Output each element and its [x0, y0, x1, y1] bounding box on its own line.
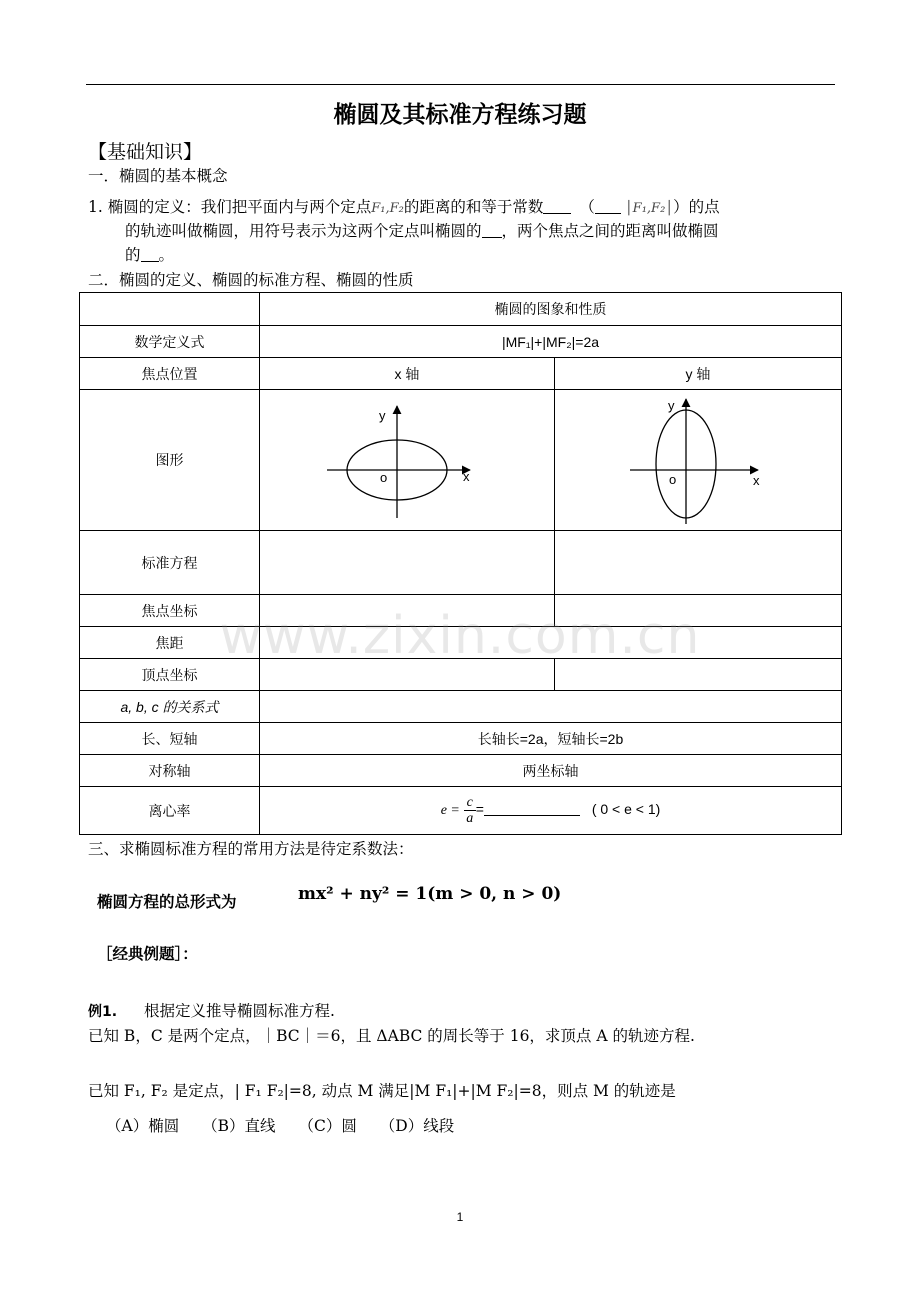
- ecc-e: e =: [440, 803, 460, 819]
- eccentricity-blank[interactable]: [484, 800, 580, 816]
- y-axis-label: y: [668, 398, 675, 413]
- definition-line1: [88, 196, 720, 220]
- option-b[interactable]: （B）直线: [202, 1117, 276, 1135]
- table-row: [80, 326, 842, 358]
- example2-problem: 已知 F₁, F₂ 是定点，| F₁ F₂|=8, 动点 M 满足|M F₁|+|M F₂|=8，则点 M 的轨迹是: [88, 1082, 676, 1100]
- row-label-figure: 图形: [80, 390, 260, 531]
- std-eq-y-cell[interactable]: [555, 531, 842, 595]
- origin-label: o: [380, 470, 388, 485]
- x-axis-label: x: [753, 473, 760, 488]
- y-axis-label: y: [379, 408, 386, 423]
- page-number: 1: [456, 1210, 464, 1224]
- section-basic-heading: 【基础知识】: [88, 141, 203, 163]
- ecc-range: ( 0 < e < 1): [591, 801, 661, 818]
- table-row: [80, 390, 842, 531]
- examples-heading: ［经典例题］：: [97, 945, 198, 963]
- eccentricity-formula: [260, 787, 842, 835]
- table-row: [80, 627, 842, 659]
- vertex-x-cell[interactable]: [260, 659, 555, 691]
- row-label-axes: 长、短轴: [80, 723, 260, 755]
- ecc-numerator: c: [466, 795, 473, 810]
- axes-length-value: 长轴长=2a，短轴长=2b: [260, 723, 842, 755]
- table-row: [80, 595, 842, 627]
- abc-relation-cell[interactable]: [260, 691, 842, 723]
- row-label-eccentricity: 离心率: [80, 787, 260, 835]
- definition-line3-text: 的: [125, 246, 141, 264]
- definition-line2: [125, 220, 719, 243]
- ecc-equals: =: [475, 801, 484, 818]
- example1-label: 例1.: [88, 1004, 118, 1020]
- definition-formula: |MF₁|+|MF₂|=2a: [260, 326, 842, 358]
- foci-blank[interactable]: [482, 222, 502, 238]
- table-row: [80, 531, 842, 595]
- example1-text: 根据定义推导椭圆标准方程.: [144, 1002, 335, 1020]
- std-eq-x-cell[interactable]: [260, 531, 555, 595]
- horizontal-ellipse-diagram: [327, 400, 487, 520]
- table-row: [80, 723, 842, 755]
- table-row: [80, 659, 842, 691]
- vertical-ellipse-diagram: [628, 394, 768, 526]
- constant-blank-2[interactable]: [595, 198, 621, 214]
- option-a[interactable]: （A）椭圆: [106, 1117, 180, 1135]
- table-row: [80, 787, 842, 835]
- figure-horizontal-cell: [260, 390, 555, 531]
- example1-problem: 已知 B，C 是两个定点，｜BC｜＝6，且 ΔABC 的周长等于 16，求顶点 A 的轨迹方程.: [88, 1027, 695, 1045]
- part3-heading: 三、求椭圆标准方程的常用方法是待定系数法：: [88, 840, 414, 858]
- x-axis-label: x: [463, 469, 470, 484]
- row-label-definition: 数学定义式: [80, 326, 260, 358]
- definition-line2-end: ，两个焦点之间的距离叫做椭圆: [501, 222, 719, 240]
- row-label-focal-distance: 焦距: [80, 627, 260, 659]
- watermark: www.zixin.com.cn: [219, 606, 701, 666]
- focus-x-axis: x 轴: [260, 358, 555, 390]
- definition-points: F₁,F₂: [371, 201, 404, 216]
- table-row: [80, 691, 842, 723]
- table-row: [80, 358, 842, 390]
- general-form-formula: mx² + ny² = 1(m > 0, n > 0): [298, 884, 562, 904]
- ellipse-properties-table: [79, 292, 842, 835]
- row-label-focus-coordinates: 焦点坐标: [80, 595, 260, 627]
- row-label-symmetry: 对称轴: [80, 755, 260, 787]
- symmetry-value: 两坐标轴: [260, 755, 842, 787]
- definition-line3-end: 。: [158, 246, 175, 264]
- row-label-focus-position: 焦点位置: [80, 358, 260, 390]
- vertex-y-cell[interactable]: [555, 659, 842, 691]
- definition-text-c: （: [579, 198, 595, 216]
- table-row: [80, 755, 842, 787]
- definition-text-a: 1. 椭圆的定义：我们把平面内与两个定点: [88, 198, 372, 216]
- example2-options: [106, 1115, 454, 1138]
- part1-heading: 一．椭圆的基本概念: [88, 167, 228, 185]
- table-row: [80, 293, 842, 326]
- definition-line3: [125, 244, 174, 267]
- example1-line: [88, 1000, 335, 1024]
- constant-blank[interactable]: [543, 198, 571, 214]
- table-header: 椭圆的图象和性质: [260, 293, 842, 326]
- focus-y-axis: y 轴: [555, 358, 842, 390]
- ecc-denominator: a: [466, 811, 474, 826]
- option-c[interactable]: （C）圆: [298, 1117, 357, 1135]
- general-form-label: 椭圆方程的总形式为: [97, 893, 237, 911]
- row-label-standard-equation: 标准方程: [80, 531, 260, 595]
- table-header-blank: [80, 293, 260, 326]
- row-label-vertex-coordinates: 顶点坐标: [80, 659, 260, 691]
- definition-line2-text: 的轨迹叫做椭圆，用符号表示为这两个定点叫椭圆的: [125, 222, 482, 240]
- focus-coord-y-cell[interactable]: [555, 595, 842, 627]
- top-rule: [86, 84, 835, 85]
- page-title: 椭圆及其标准方程练习题: [333, 102, 587, 128]
- focus-coord-x-cell[interactable]: [260, 595, 555, 627]
- ecc-fraction: [464, 795, 476, 826]
- definition-abs: │F₁,F₂│: [624, 201, 674, 216]
- option-d[interactable]: （D）线段: [379, 1117, 455, 1135]
- figure-vertical-cell: [555, 390, 842, 531]
- part2-heading: 二．椭圆的定义、椭圆的标准方程、椭圆的性质: [88, 271, 414, 289]
- definition-text-d: ）的点: [673, 198, 720, 216]
- row-label-abc-relation: a, b, c 的关系式: [80, 691, 260, 723]
- focal-distance-cell[interactable]: [260, 627, 842, 659]
- focal-distance-blank[interactable]: [141, 246, 159, 262]
- origin-label: o: [669, 472, 677, 487]
- definition-text-b: 的距离的和等于常数: [403, 198, 544, 216]
